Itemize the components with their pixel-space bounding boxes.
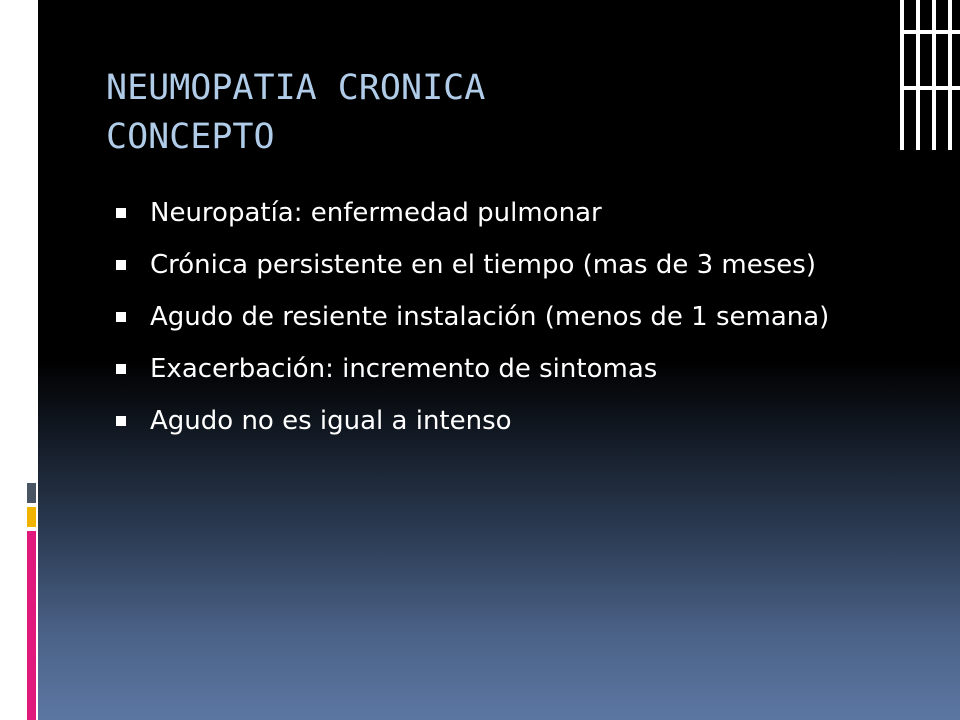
slide-title	[106, 64, 485, 162]
square-bullet-icon	[116, 312, 126, 322]
bullet-item	[116, 247, 876, 283]
title-line-2: CONCEPTO	[106, 117, 275, 157]
square-bullet-icon	[116, 364, 126, 374]
magenta-accent-bar	[27, 531, 36, 720]
vertical-lines-decoration	[896, 0, 960, 150]
bullet-item	[116, 299, 876, 335]
gray-accent-bar	[27, 483, 36, 503]
bullet-text: Crónica persistente en el tiempo (mas de 3 meses)	[150, 250, 816, 280]
title-line-1: NEUMOPATIA CRONICA	[106, 68, 486, 108]
bullet-item	[116, 195, 876, 231]
slide-canvas	[38, 0, 960, 720]
bullet-text: Agudo de resiente instalación (menos de 1 semana)	[150, 302, 830, 332]
bullet-item	[116, 403, 876, 439]
bullet-text: Neuropatía: enfermedad pulmonar	[150, 198, 602, 228]
square-bullet-icon	[116, 260, 126, 270]
square-bullet-icon	[116, 208, 126, 218]
bullet-item	[116, 351, 876, 387]
bullet-list	[116, 195, 876, 455]
square-bullet-icon	[116, 416, 126, 426]
yellow-accent-bar	[27, 507, 36, 527]
bullet-text: Agudo no es igual a intenso	[150, 406, 512, 436]
bullet-text: Exacerbación: incremento de sintomas	[150, 354, 658, 384]
